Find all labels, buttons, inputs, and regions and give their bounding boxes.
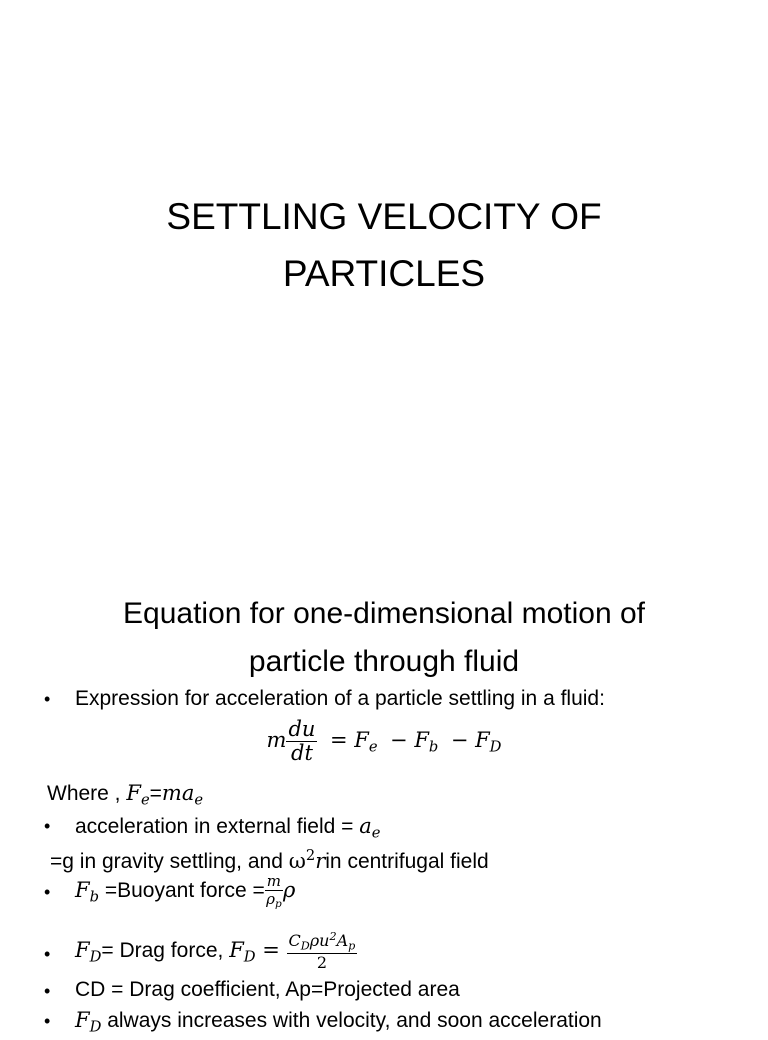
where-line: Where , $F_e=ma_e$ (47, 781, 204, 809)
slide-title-line-2: PARTICLES (282, 253, 486, 294)
bullet-marker: • (44, 1011, 51, 1031)
motion-equation: m $\frac{du}{dt}$ = $F_e - F_b - F_D$ (266, 717, 502, 766)
drag-line: $F_D=$ Drag force, $F_D$ = $\frac{C_D\rho u^2A_p}{2}$ (75, 930, 356, 972)
slide-title (0, 188, 768, 302)
slide-heading-line-2: particle through fluid (248, 645, 520, 678)
buoyant-line: $F_b$ =Buoyant force = $\frac{m}{\rho_p}$ ρ (75, 872, 296, 910)
drag-coefficient-line: CD = Drag coefficient, Ap=Projected area (75, 978, 460, 1001)
content-slide (0, 576, 768, 1036)
bullet-marker: • (44, 882, 51, 902)
slide-heading-line-1: Equation for one-dimensional motion of (123, 597, 645, 630)
slide-title-line-1: SETTLING VELOCITY OF (166, 196, 602, 237)
gravity-line: =g in gravity settling, and $\omega^2rin$ centrifugal field (50, 847, 489, 874)
expression-intro: Expression for acceleration of a particle settling in a fluid: (75, 687, 605, 710)
slide-heading (0, 590, 768, 686)
acceleration-line: acceleration in external field = $a_e$ (75, 814, 381, 842)
bullet-marker: • (44, 816, 51, 836)
bullet-marker: • (44, 944, 51, 964)
bullet-marker: • (44, 981, 51, 1001)
bullet-marker: • (44, 689, 51, 709)
last-line: $F_D$ always increases with velocity, and soon acceleration (75, 1008, 602, 1036)
